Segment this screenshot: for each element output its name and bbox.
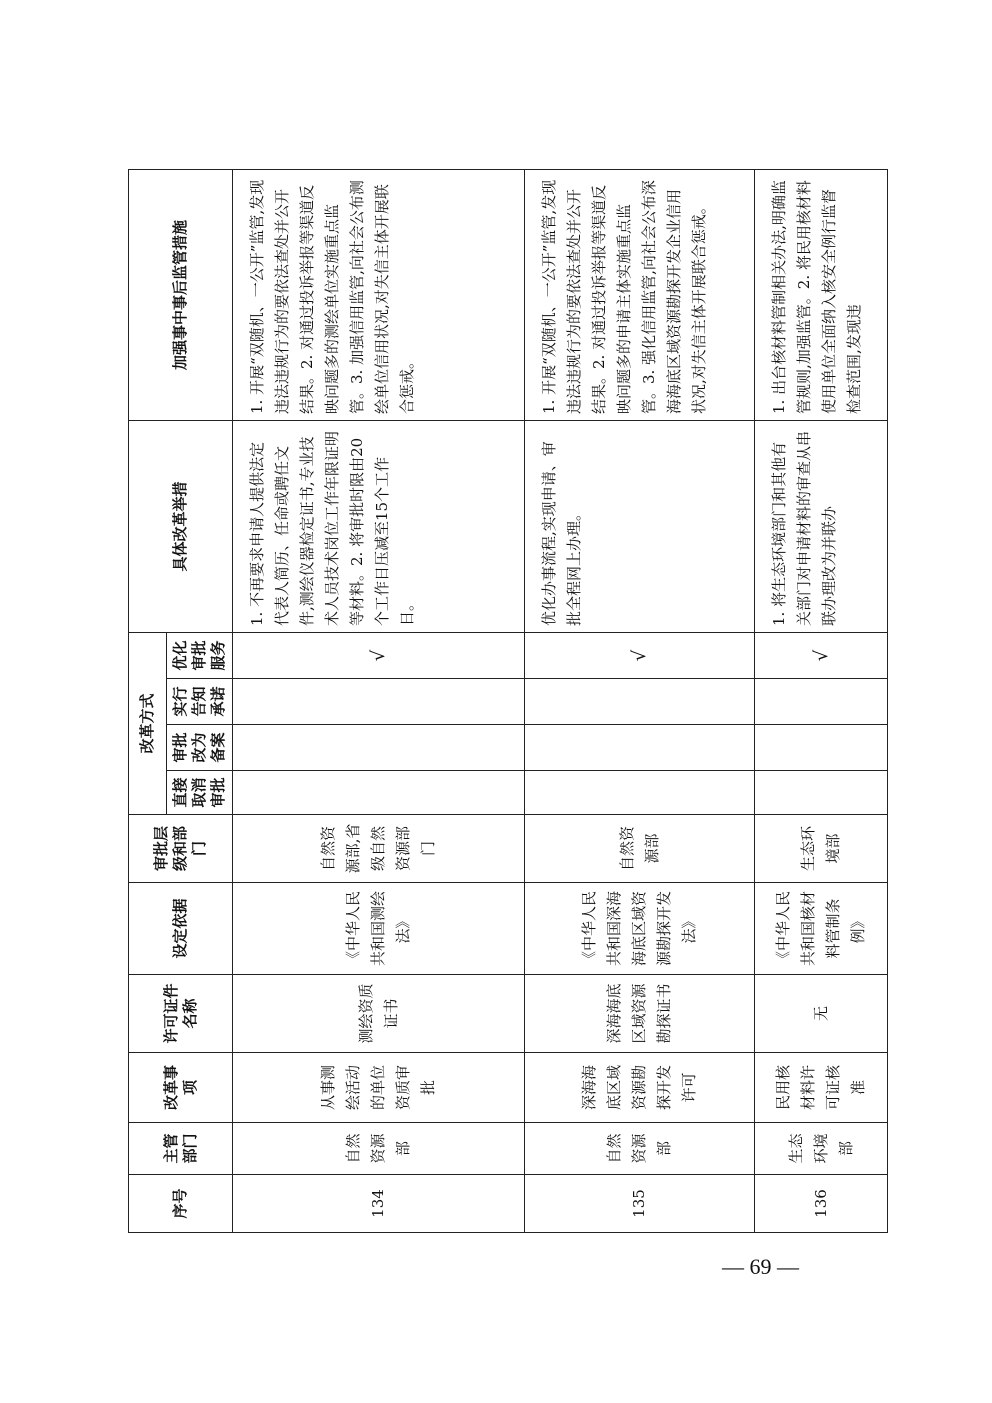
header-level: 审批层级和部门 — [129, 815, 233, 883]
header-seq: 序号 — [129, 1175, 233, 1233]
cell-method-cancel — [755, 771, 888, 815]
header-supervision: 加强事中事后监管措施 — [129, 169, 233, 420]
cell-basis: 《中华人民共和国核材料管制条例》 — [755, 883, 888, 975]
cell-seq: 136 — [755, 1175, 888, 1233]
cell-license: 无 — [755, 975, 888, 1053]
cell-measures: 优化办事流程,实现申请、审批全程网上办理。 — [525, 420, 755, 632]
cell-method-filing — [755, 725, 888, 771]
cell-method-notice — [525, 679, 755, 725]
header-basis: 设定依据 — [129, 883, 233, 975]
cell-supervision: 1. 开展“双随机、一公开”监管,发现违法违规行为的要依法查处并公开结果。2. 对通过投诉举报等渠道反映问题多的申请主体实施重点监管。3. 强化信用监管,向社会公布深海海底区域资源勘探开发企业信用状况,对失信主体开展联合惩戒。 — [525, 169, 755, 420]
cell-dept: 生态环境部 — [755, 1123, 888, 1175]
cell-supervision: 1. 出台核材料管制相关办法,明确监管规则,加强监管。2. 将民用核材料使用单位全面纳入核安全例行监督检查范围,发现违 — [755, 169, 888, 420]
cell-supervision: 1. 开展“双随机、一公开”监管,发现违法违规行为的要依法查处并公开结果。2. 对通过投诉举报等渠道反映问题多的测绘单位实施重点监管。3. 加强信用监管,向社会公布测绘单位信用状况,对失信主体开展联合惩戒。 — [233, 169, 525, 420]
rotated-table-block — [128, 170, 992, 1219]
cell-item: 从事测绘活动的单位资质审批 — [233, 1053, 525, 1123]
cell-level: 自然资源部,省级自然资源部门 — [233, 815, 525, 883]
cell-item: 深海海底区域资源勘探开发许可 — [525, 1053, 755, 1123]
cell-item: 民用核材料许可证核准 — [755, 1053, 888, 1123]
check-mark: √ — [233, 632, 525, 678]
table-row — [233, 169, 525, 1232]
header-measures: 具体改革举措 — [129, 420, 233, 632]
cell-measures: 1. 不再要求申请人提供法定代表人简历、任命或聘任文件,测绘仪器检定证书,专业技术人员技术岗位工作年限证明等材料。2. 将审批时限由20个工作日压减至15个工作日。 — [233, 420, 525, 632]
check-mark: √ — [525, 632, 755, 678]
cell-method-notice — [233, 679, 525, 725]
cell-license: 深海海底区域资源勘探证书 — [525, 975, 755, 1053]
header-method-optimize: 优化审批服务 — [167, 632, 233, 678]
cell-basis: 《中华人民共和国测绘法》 — [233, 883, 525, 975]
header-method-group: 改革方式 — [129, 632, 167, 814]
cell-method-filing — [233, 725, 525, 771]
table-row — [525, 169, 755, 1232]
header-dept: 主管部门 — [129, 1123, 233, 1175]
cell-method-cancel — [233, 771, 525, 815]
cell-seq: 135 — [525, 1175, 755, 1233]
reform-table — [128, 169, 888, 1233]
header-row — [129, 169, 167, 1232]
cell-seq: 134 — [233, 1175, 525, 1233]
page-number: — 69 — — [722, 1254, 799, 1279]
header-method-filing: 审批改为备案 — [167, 725, 233, 771]
cell-license: 测绘资质证书 — [233, 975, 525, 1053]
header-license: 许可证件名称 — [129, 975, 233, 1053]
cell-method-notice — [755, 679, 888, 725]
header-method-notice: 实行告知承诺 — [167, 679, 233, 725]
cell-method-cancel — [525, 771, 755, 815]
cell-measures: 1. 将生态环境部门和其他有关部门对申请材料的审查从串联办理改为并联办 — [755, 420, 888, 632]
cell-method-filing — [525, 725, 755, 771]
cell-dept: 自然资源部 — [233, 1123, 525, 1175]
header-method-cancel: 直接取消审批 — [167, 771, 233, 815]
check-mark: √ — [755, 632, 888, 678]
cell-basis: 《中华人民共和国深海海底区域资源勘探开发法》 — [525, 883, 755, 975]
cell-dept: 自然资源部 — [525, 1123, 755, 1175]
header-item: 改革事项 — [129, 1053, 233, 1123]
cell-level: 自然资源部 — [525, 815, 755, 883]
table-row — [755, 169, 888, 1232]
cell-level: 生态环境部 — [755, 815, 888, 883]
